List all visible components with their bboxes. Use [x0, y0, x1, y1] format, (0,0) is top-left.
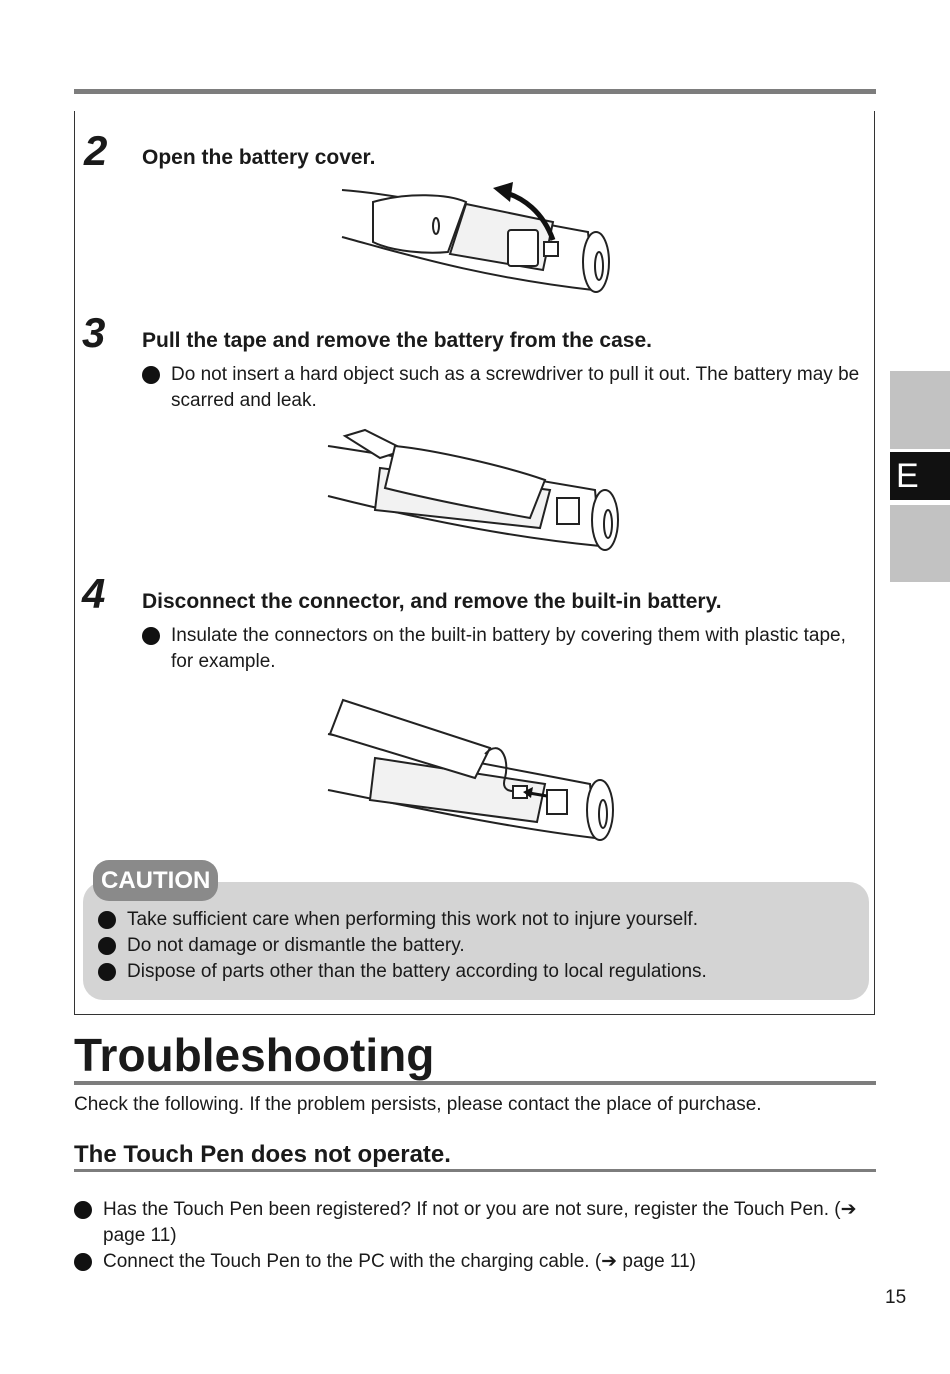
remove-battery-illustration: [325, 428, 623, 553]
step-2-number: 2: [84, 127, 108, 174]
step-4-number: 4: [82, 570, 106, 617]
side-tab-active: [890, 452, 950, 500]
bullet-dot-icon: [98, 963, 116, 981]
bullet-dot-icon: [98, 937, 116, 955]
caution-label: CAUTION: [93, 860, 218, 901]
section-title: The Touch Pen does not operate.: [74, 1141, 451, 1168]
step-3-bullet: [142, 362, 867, 414]
step-2-title: Open the battery cover.: [142, 146, 376, 169]
side-tab-upper: [890, 371, 950, 449]
step-3-title: Pull the tape and remove the battery from the case.: [142, 329, 652, 352]
bullet-dot-icon: [142, 627, 160, 645]
caution-item: [98, 959, 858, 985]
troubleshooting-item-text: Connect the Touch Pen to the PC with the charging cable. (➔ page 11): [103, 1251, 696, 1272]
bullet-dot-icon: [98, 911, 116, 929]
troubleshooting-item-text: Has the Touch Pen been registered? If not or you are not sure, register the Touch Pen. (➔ page 11): [103, 1199, 857, 1246]
troubleshooting-item: [74, 1197, 864, 1249]
top-rule: [74, 89, 876, 94]
bullet-dot-icon: [142, 366, 160, 384]
caution-item-text: Take sufficient care when performing this work not to injure yourself.: [127, 909, 698, 930]
caution-item-text: Do not damage or dismantle the battery.: [127, 935, 465, 956]
troubleshooting-intro: Check the following. If the problem persists, please contact the place of purchase.: [74, 1094, 762, 1115]
section-rule: [74, 1169, 876, 1172]
step-4-bullet-text: Insulate the connectors on the built-in battery by covering them with plastic tape, for example.: [171, 625, 846, 672]
troubleshooting-item: [74, 1249, 864, 1275]
disconnect-connector-illustration: [325, 698, 615, 843]
step-4-bullet: [142, 623, 867, 675]
caution-item: [98, 933, 858, 959]
caution-item: [98, 907, 858, 933]
page-number: 15: [885, 1287, 907, 1308]
title-rule: [74, 1081, 876, 1085]
step-3-number: 3: [82, 309, 106, 356]
side-tab-lower: [890, 505, 950, 582]
bullet-dot-icon: [74, 1253, 92, 1271]
caution-item-text: Dispose of parts other than the battery according to local regulations.: [127, 961, 707, 982]
step-4-title: Disconnect the connector, and remove the built-in battery.: [142, 590, 722, 613]
battery-cover-illustration: [338, 182, 613, 300]
bullet-dot-icon: [74, 1201, 92, 1219]
troubleshooting-title: Troubleshooting: [74, 1029, 435, 1081]
side-tab-letter: E: [896, 457, 919, 495]
step-3-bullet-text: Do not insert a hard object such as a screwdriver to pull it out. The battery may be scarred and leak.: [171, 364, 860, 411]
